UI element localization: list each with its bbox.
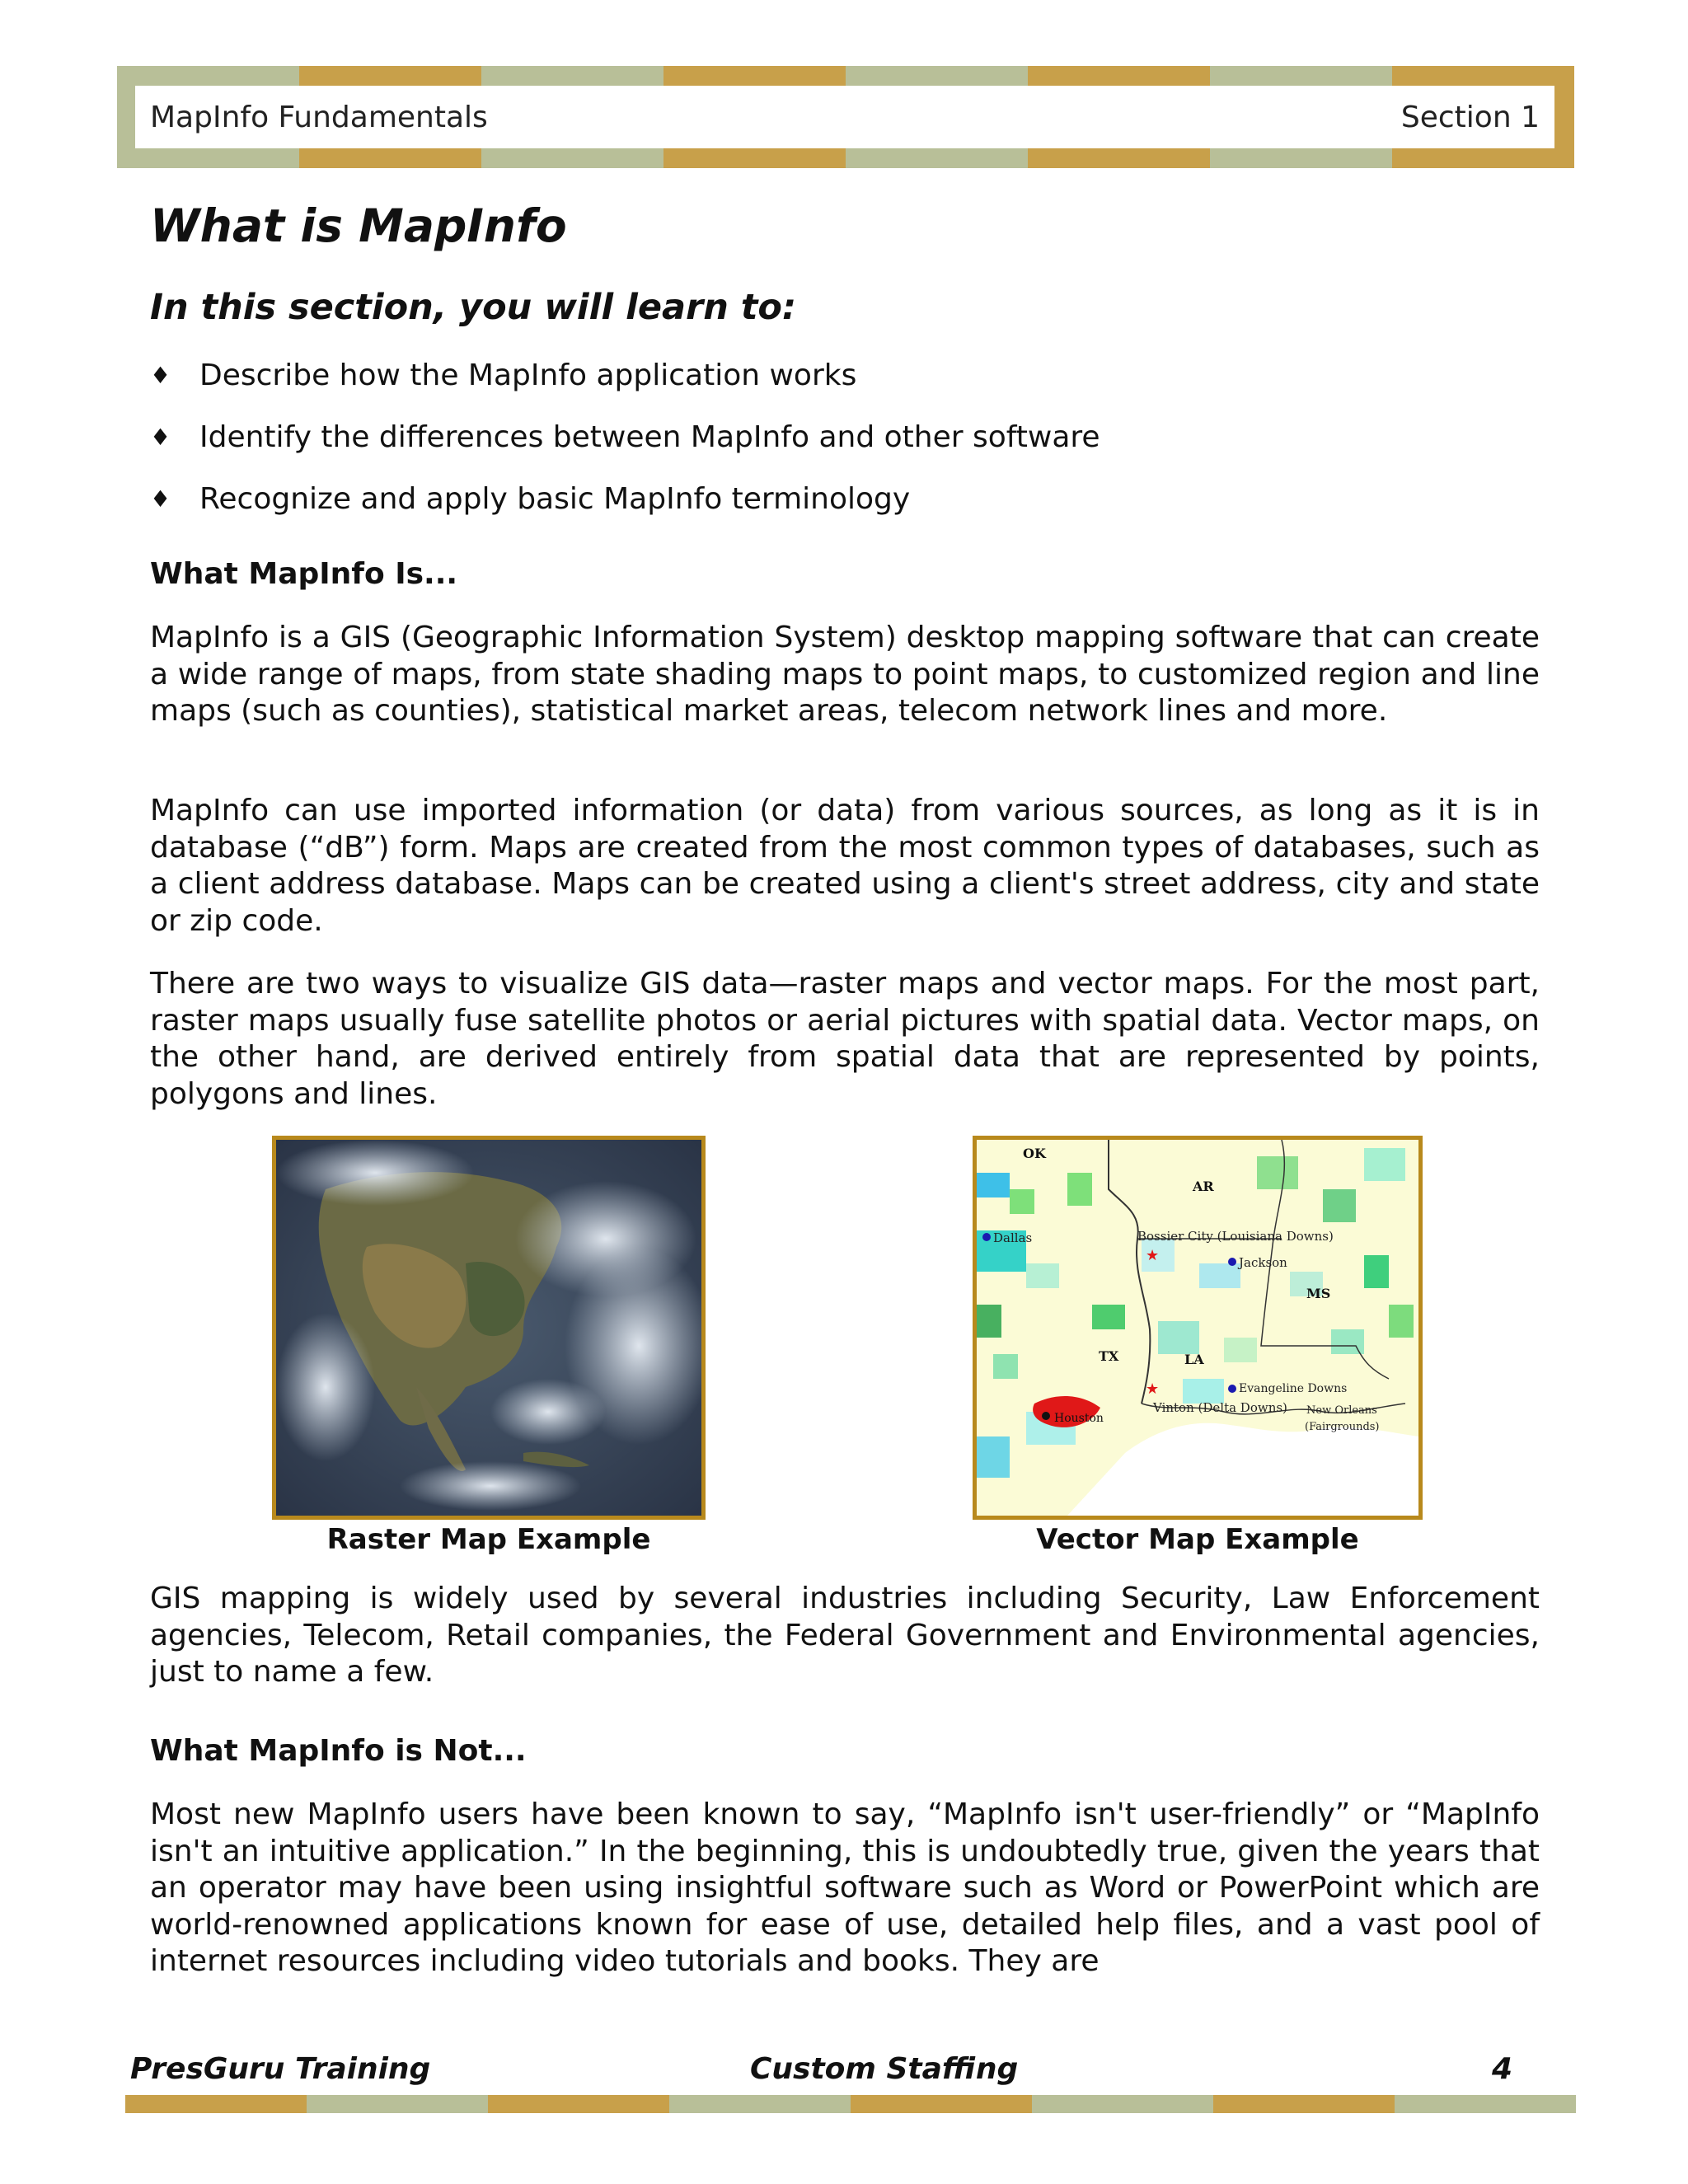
page-title: What is MapInfo bbox=[150, 199, 567, 252]
diamond-bullet-icon: ♦ bbox=[150, 424, 171, 451]
label-vinton: Vinton (Delta Downs) bbox=[1153, 1400, 1287, 1415]
list-item: ♦ Describe how the MapInfo application works bbox=[150, 354, 1540, 416]
learning-objectives-heading: In this section, you will learn to: bbox=[150, 287, 797, 328]
list-item: ♦ Recognize and apply basic MapInfo terminology bbox=[150, 478, 1540, 540]
label-ar: AR bbox=[1193, 1179, 1214, 1194]
label-fairgrounds: (Fairgrounds) bbox=[1305, 1421, 1380, 1433]
header-section-label: Section 1 bbox=[1400, 100, 1540, 134]
section-heading-what-is-not: What MapInfo is Not... bbox=[150, 1734, 527, 1768]
vector-map-graphic bbox=[977, 1140, 1418, 1516]
svg-text:★: ★ bbox=[1146, 1247, 1160, 1264]
paragraph: Most new MapInfo users have been known to say, “MapInfo isn't user-friendly” or “MapInfo isn't an intuitive application.” In the beginning, this is undoubtedly true, given the years that an operator may have been using insightful software such as Word or PowerPoint which are world-renowned applications known for ease of use, detailed help files, and a vast pool of internet resources including video tutorials and books. They are bbox=[150, 1797, 1540, 1978]
svg-text:★: ★ bbox=[1146, 1380, 1160, 1398]
label-evangeline: Evangeline Downs bbox=[1239, 1382, 1348, 1395]
label-ms: MS bbox=[1306, 1286, 1331, 1301]
vector-map-caption: Vector Map Example bbox=[1036, 1523, 1359, 1556]
objectives-list bbox=[150, 354, 1540, 540]
section-heading-what-is: What MapInfo Is... bbox=[150, 557, 458, 591]
label-ok: OK bbox=[1023, 1146, 1046, 1161]
footer-organization: PresGuru Training bbox=[130, 2052, 431, 2086]
label-tx: TX bbox=[1099, 1348, 1119, 1364]
label-bossier: Bossier City (Louisiana Downs) bbox=[1137, 1229, 1334, 1244]
diamond-bullet-icon: ♦ bbox=[150, 485, 171, 513]
label-jackson: Jackson bbox=[1239, 1255, 1287, 1270]
satellite-north-america-graphic bbox=[276, 1140, 701, 1516]
footer-company: Custom Staffing bbox=[750, 2052, 1019, 2086]
label-houston: Houston bbox=[1054, 1412, 1104, 1425]
raster-map-image bbox=[272, 1136, 706, 1520]
paragraph: There are two ways to visualize GIS data—raster maps and vector maps. For the most part, raster maps usually fuse satellite photos or aerial pictures with spatial data. Vector maps, on the other hand, are derived entirely from spatial data that are represented by points, polygons and lines. bbox=[150, 967, 1540, 1111]
footer-stripe bbox=[125, 2095, 1576, 2113]
list-item: ♦ Identify the differences between MapInfo and other software bbox=[150, 416, 1540, 478]
paragraph: MapInfo is a GIS (Geographic Information System) desktop mapping software that can create a wide range of maps, from state shading maps to point maps, to customized region and line maps (such as counties), statistical market areas, telecom network lines and more. bbox=[150, 621, 1540, 728]
paragraph: GIS mapping is widely used by several industries including Security, Law Enforcement agencies, Telecom, Retail companies, the Federal Government and Environmental agencies, just to name a few. bbox=[150, 1582, 1540, 1689]
paragraph: MapInfo can use imported information (or data) from various sources, as long as it is in database (“dB”) form. Maps are created from the most common types of databases, such as a client address database. Maps can be created using a client's street address, city and state or zip code. bbox=[150, 794, 1540, 938]
header-document-title: MapInfo Fundamentals bbox=[150, 100, 488, 134]
diamond-bullet-icon: ♦ bbox=[150, 362, 171, 389]
page-number: 4 bbox=[1492, 2052, 1513, 2086]
label-neworleans: New Orleans bbox=[1306, 1404, 1377, 1417]
running-header bbox=[135, 86, 1554, 148]
vector-map-image bbox=[973, 1136, 1423, 1520]
label-dallas: Dallas bbox=[993, 1230, 1033, 1245]
label-la: LA bbox=[1184, 1352, 1204, 1367]
raster-map-caption: Raster Map Example bbox=[326, 1523, 651, 1556]
